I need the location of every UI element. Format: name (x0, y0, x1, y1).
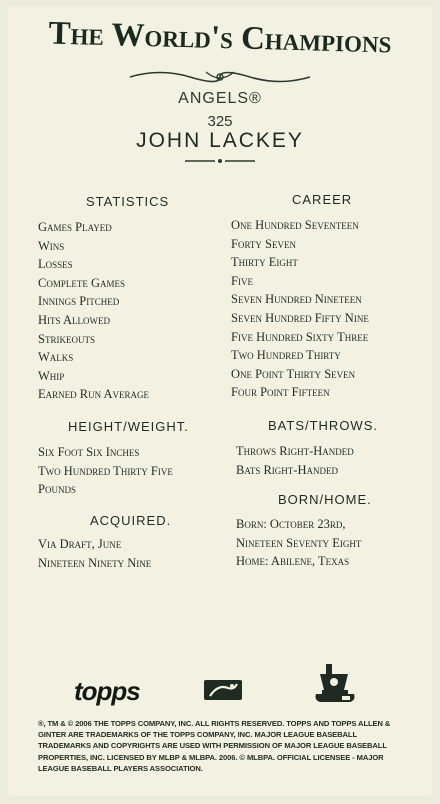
player-name: JOHN LACKEY (136, 129, 304, 152)
legal-copyright-text: ®, TM & © 2006 THE TOPPS COMPANY, INC. ALL RIGHTS RESERVED. TOPPS AND TOPPS ALLEN & GINTER ARE TRADEMARKS OF THE TOPPS COMPANY, INC. MAJOR LEAGUE BASEBALL TRADEMARKS AND COPYRIGHTS ARE USED WITH PERMISSION OF MAJOR LEAGUE BASEBALL PROPERTIES, INC. LICENSED BY MLBP & MLBPA. 2006. © MLBPA. OFFICIAL LICENSEE - MAJOR LEAGUE BASEBALL PLAYERS ASSOCIATION. (38, 719, 391, 773)
bats-throws-line: Throws Right-Handed (236, 444, 354, 458)
bats-throws-line: Bats Right-Handed (236, 462, 338, 477)
career-value: One Hundred Seventeen (231, 218, 359, 232)
career-value: Five (231, 273, 253, 288)
stat-label: Wins (38, 238, 65, 253)
career-value: Two Hundred Thirty (231, 348, 341, 363)
career-value: Forty Seven (231, 236, 296, 251)
ornamental-flourish-icon (120, 66, 320, 88)
stat-label: Games Played (38, 220, 112, 234)
stat-label: Losses (38, 257, 73, 272)
career-list (231, 216, 369, 402)
stat-label: Earned Run Average (38, 387, 150, 402)
career-value: Five Hundred Sixty Three (231, 329, 369, 344)
team-name: ANGELS® (178, 90, 262, 107)
height-weight-heading: HEIGHT/WEIGHT. (68, 419, 189, 434)
height-weight-line: Six Foot Six Inches (38, 445, 140, 459)
born-home-line: Home: Abilene, Texas (236, 554, 350, 569)
stat-label: Complete Games (38, 275, 125, 290)
born-home-heading: BORN/HOME. (278, 492, 372, 507)
born-home-line: Nineteen Seventy Eight (236, 535, 362, 550)
bats-throws-heading: BATS/THROWS. (268, 418, 378, 433)
stat-label: Whip (38, 368, 65, 383)
acquired-heading: ACQUIRED. (90, 513, 172, 528)
stat-label: Strikeouts (38, 331, 95, 346)
card-number: 325 (207, 113, 233, 130)
career-heading: CAREER (292, 192, 353, 207)
height-weight-line: Pounds (38, 482, 76, 497)
mlb-logo-icon (204, 680, 242, 700)
height-weight-line: Two Hundred Thirty Five (38, 463, 173, 478)
world-series-trophy-icon (312, 660, 358, 706)
stat-label: Walks (38, 350, 74, 365)
topps-logo: topps (74, 676, 140, 706)
career-value: Thirty Eight (231, 255, 298, 270)
height-weight-list (38, 443, 173, 499)
acquired-list (38, 535, 151, 572)
bats-throws-list (236, 442, 354, 479)
acquired-line: Via Draft, June (38, 537, 122, 551)
born-home-line: Born: October 23rd, (236, 517, 346, 531)
statistics-list (38, 218, 149, 404)
career-value: Seven Hundred Fifty Nine (231, 310, 369, 325)
name-underline-icon (185, 158, 255, 164)
acquired-line: Nineteen Ninety Nine (38, 555, 152, 570)
stat-label: Hits Allowed (38, 312, 110, 327)
stat-label: Innings Pitched (38, 294, 120, 309)
born-home-list (236, 515, 361, 571)
career-value: Seven Hundred Nineteen (231, 292, 362, 307)
series-title: The World's Champions (48, 15, 392, 61)
career-value: Four Point Fifteen (231, 385, 330, 400)
statistics-heading: STATISTICS (86, 194, 170, 209)
career-value: One Point Thirty Seven (231, 366, 356, 381)
